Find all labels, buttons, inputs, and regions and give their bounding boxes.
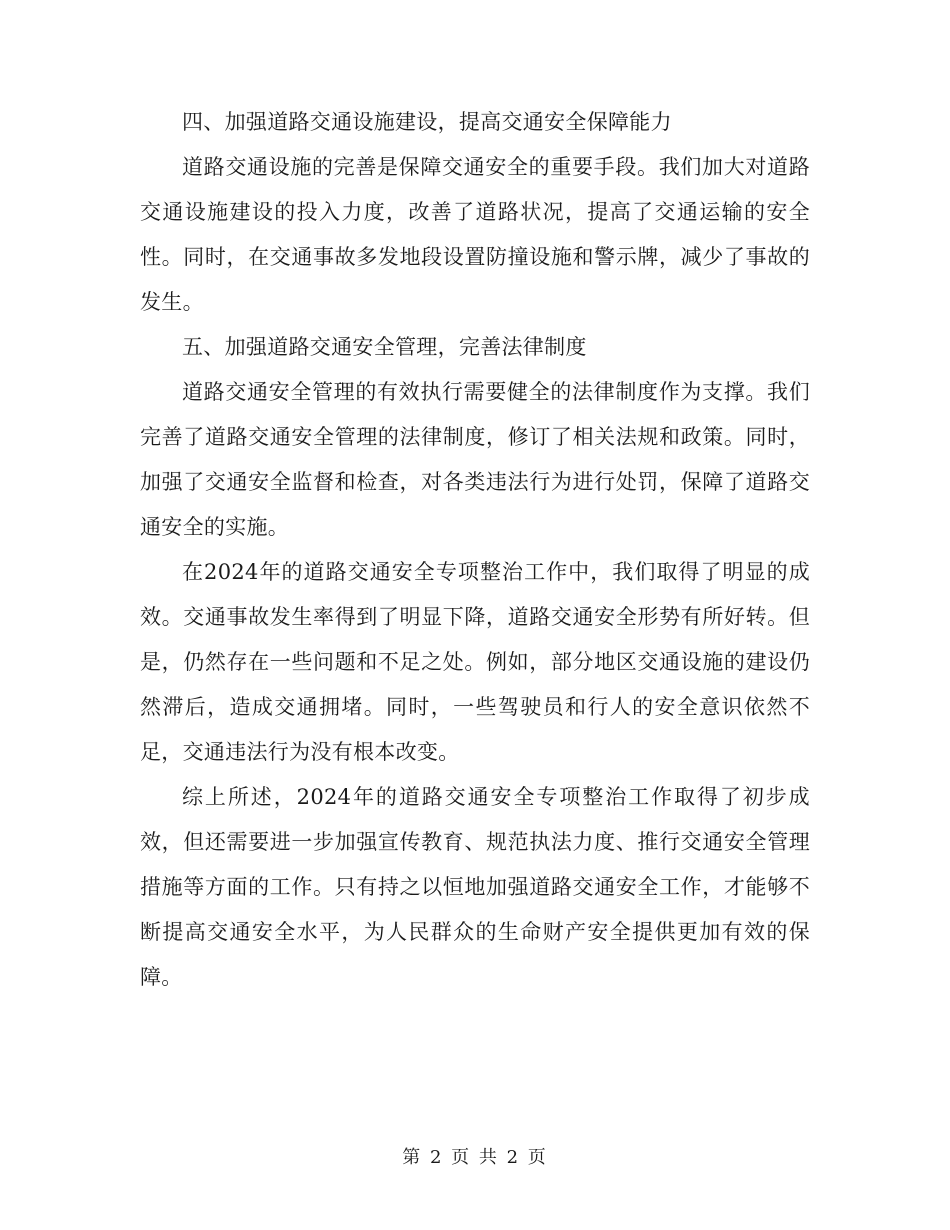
section-heading-5: 五、加强道路交通安全管理，完善法律制度	[182, 335, 587, 359]
section-heading-4: 四、加强道路交通设施建设，提高交通安全保障能力	[182, 110, 672, 134]
document-body	[140, 100, 810, 1000]
page-number-footer: 第 2 页 共 2 页	[402, 1147, 548, 1168]
paragraph-conclusion: 综上所述，2024年的道路交通安全专项整治工作取得了初步成效，但还需要进一步加强宣传教育、规范执法力度、推行交通安全管理措施等方面的工作。只有持之以恒地加强道路交通安全工作，才能够不断提高交通安全水平，为人民群众的生命财产安全提供更加有效的保障。	[140, 785, 810, 989]
paragraph-results: 在2024年的道路交通安全专项整治工作中，我们取得了明显的成效。交通事故发生率得到了明显下降，道路交通安全形势有所好转。但是，仍然存在一些问题和不足之处。例如，部分地区交通设施的建设仍然滞后，造成交通拥堵。同时，一些驾驶员和行人的安全意识依然不足，交通违法行为没有根本改变。	[140, 560, 810, 764]
paragraph-legal-system: 道路交通安全管理的有效执行需要健全的法律制度作为支撑。我们完善了道路交通安全管理的法律制度，修订了相关法规和政策。同时，加强了交通安全监督和检查，对各类违法行为进行处罚，保障了道路交通安全的实施。	[140, 380, 810, 539]
paragraph-facilities: 道路交通设施的完善是保障交通安全的重要手段。我们加大对道路交通设施建设的投入力度，改善了道路状况，提高了交通运输的安全性。同时，在交通事故多发地段设置防撞设施和警示牌，减少了事故的发生。	[140, 155, 810, 314]
